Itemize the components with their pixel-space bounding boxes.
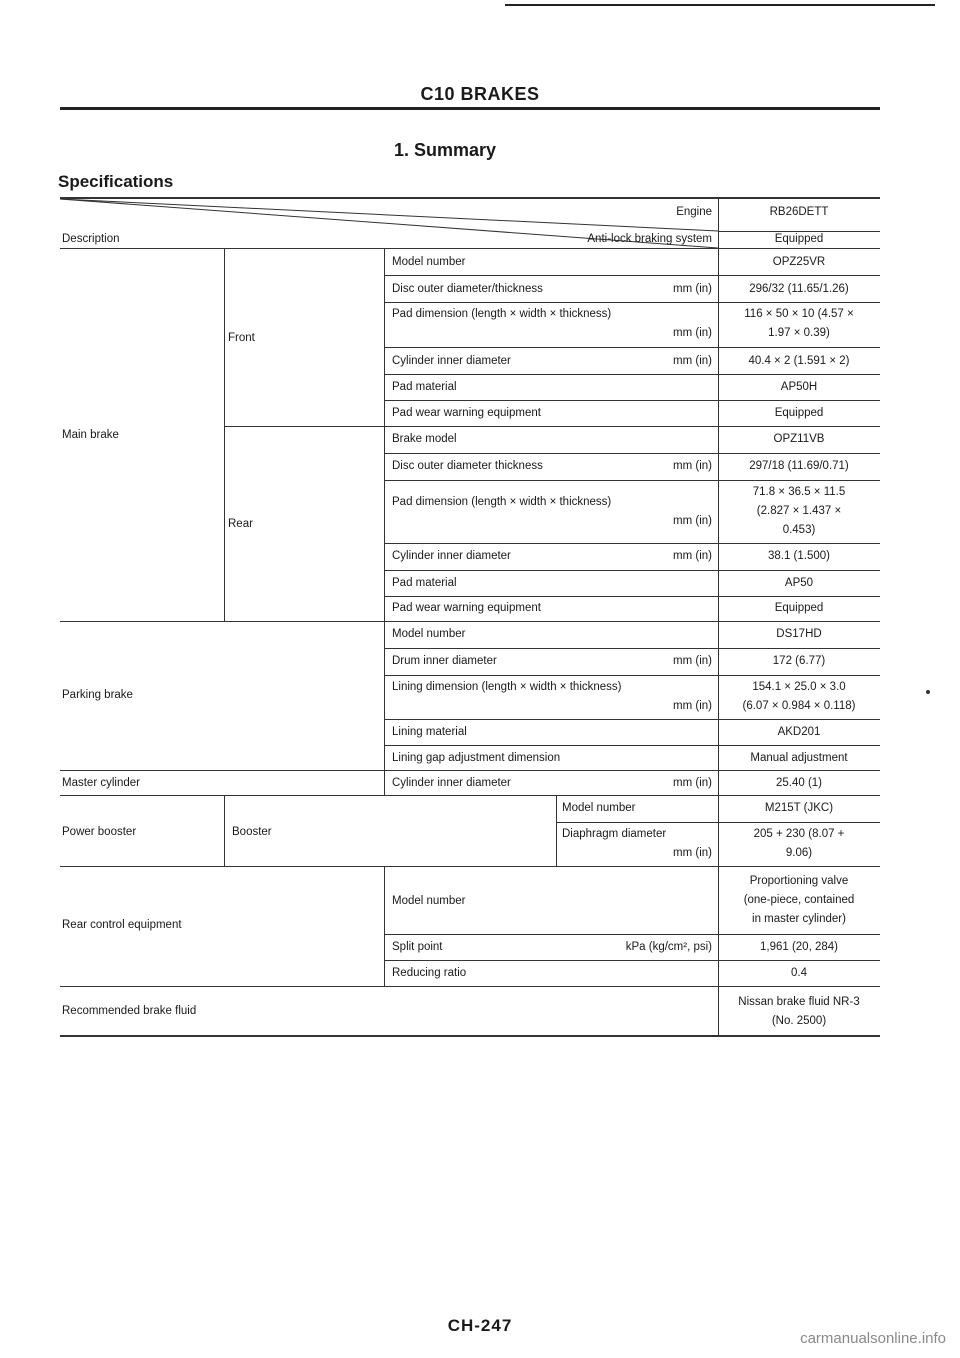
row-value: AKD201 [777,726,821,738]
corner-abs: Anti-lock braking system [587,233,712,245]
row-label: Model number [562,802,636,814]
row-label: Diaphragm diameter [562,828,667,840]
row-value: Equipped [774,407,824,419]
row-unit: mm (in) [673,777,712,789]
row-line [384,347,880,348]
row-value: 296/32 (11.65/1.26) [749,283,849,295]
sub-column-border [224,795,225,866]
row-line [384,675,880,676]
row-unit: mm (in) [673,515,712,527]
row-label: Model number [392,256,466,268]
row-unit: mm (in) [673,700,712,712]
row-value: 154.1 × 25.0 × 3.0 [752,681,846,693]
row-value: 25.40 (1) [775,777,823,789]
row-value: Proportioning valve [749,875,849,887]
row-unit: mm (in) [673,327,712,339]
row-unit: mm (in) [673,283,712,295]
row-line [384,960,880,961]
subsection-title: Specifications [58,172,174,191]
parking-bottom-border [60,770,880,771]
row-value: 0.453) [782,524,816,536]
chapter-header: C10 BRAKES [420,84,540,104]
booster-label-border [556,795,557,866]
row-label: Cylinder inner diameter [392,355,511,367]
master-bottom-border [60,795,880,796]
row-value: (No. 2500) [771,1015,827,1027]
table-top-border [60,197,880,199]
row-value: (one-piece, contained [743,894,855,906]
row-line [384,374,880,375]
row-line [384,596,880,597]
sub-column-border [224,248,225,621]
row-value: 71.8 × 36.5 × 11.5 [752,486,846,498]
row-value: 40.4 × 2 (1.591 × 2) [748,355,850,367]
row-unit: mm (in) [673,847,712,859]
row-line [384,480,880,481]
row-label: Drum inner diameter [392,655,497,667]
row-value: 172 (6.77) [772,655,826,667]
group-rear: Rear [228,518,253,530]
row-line [384,400,880,401]
group-front: Front [228,332,255,344]
row-label: Pad material [392,381,457,393]
group-main-brake: Main brake [62,429,119,441]
label-column-border [384,248,385,796]
row-value: Equipped [774,602,824,614]
row-line [384,745,880,746]
row-unit: kPa (kg/cm², psi) [625,941,712,953]
row-value: (2.827 × 1.437 × [756,505,842,517]
row-value: 9.06) [785,847,813,859]
row-label: Pad dimension (length × width × thickness) [392,308,612,320]
front-rear-divider [224,426,880,427]
group-booster: Booster [232,826,272,838]
row-value: 0.4 [791,967,807,979]
main-brake-bottom-border [60,621,880,622]
value-column-border [718,199,719,1036]
row-label: Pad wear warning equipment [392,602,541,614]
row-line [384,719,880,720]
row-value: Manual adjustment [750,752,848,764]
group-master-cylinder: Master cylinder [62,777,140,789]
row-line [384,934,880,935]
section-title: 1. Summary [393,140,497,160]
row-line [384,453,880,454]
row-line [384,543,880,544]
label-column-border [384,866,385,986]
rear-control-bottom-border [60,986,880,987]
group-rear-control: Rear control equipment [62,919,182,931]
row-label: Model number [392,895,466,907]
row-value: 1,961 (20, 284) [759,941,838,953]
row-label: Pad dimension (length × width × thickness) [392,496,612,508]
row-value: AP50H [780,381,818,393]
abs-value: Equipped [774,233,824,245]
watermark: carmanualsonline.info [800,1330,946,1347]
row-value: DS17HD [776,628,822,640]
row-value: 1.97 × 0.39) [768,327,830,339]
corner-diagonal-lines [0,0,960,260]
group-brake-fluid: Recommended brake fluid [62,1005,197,1017]
row-value: 38.1 (1.500) [767,550,830,562]
row-value: OPZ25VR [772,256,826,268]
row-line [384,570,880,571]
row-value: 205 + 230 (8.07 + [753,828,845,840]
page-number: CH-247 [447,1316,513,1335]
row-value: OPZ11VB [773,433,825,445]
row-label: Split point [392,941,443,953]
row-value: AP50 [784,577,814,589]
row-value: (6.07 × 0.984 × 0.118) [742,700,856,712]
row-value: 116 × 50 × 10 (4.57 × [744,308,854,320]
booster-bottom-border [60,866,880,867]
row-label: Disc outer diameter/thickness [392,283,543,295]
row-label: Model number [392,628,466,640]
row-label: Cylinder inner diameter [392,550,511,562]
row-unit: mm (in) [673,460,712,472]
row-label: Disc outer diameter thickness [392,460,543,472]
row-label: Pad material [392,577,457,589]
row-label: Reducing ratio [392,967,467,979]
row-unit: mm (in) [673,655,712,667]
corner-description: Description [62,233,120,245]
row-line [384,275,880,276]
table-bottom-border [60,1035,880,1037]
row-label: Lining dimension (length × width × thickness) [392,681,622,693]
row-value: M215T (JKC) [764,802,834,814]
row-value: in master cylinder) [752,913,846,925]
row-line [384,302,880,303]
row-label: Pad wear warning equipment [392,407,541,419]
stray-mark [926,690,930,694]
row-label: Lining gap adjustment dimension [392,752,561,764]
row-unit: mm (in) [673,355,712,367]
row-value: Nissan brake fluid NR-3 [738,996,860,1008]
row-label: Brake model [392,433,457,445]
group-parking-brake: Parking brake [62,689,133,701]
group-power-booster: Power booster [62,826,137,838]
row-unit: mm (in) [673,550,712,562]
row-label: Cylinder inner diameter [392,777,511,789]
header-bottom-border [60,248,880,249]
row-line [384,648,880,649]
row-value: 297/18 (11.69/0.71) [749,460,849,472]
engine-value: RB26DETT [769,206,829,218]
row-line [718,231,880,232]
row-label: Lining material [392,726,467,738]
corner-engine: Engine [676,206,712,218]
